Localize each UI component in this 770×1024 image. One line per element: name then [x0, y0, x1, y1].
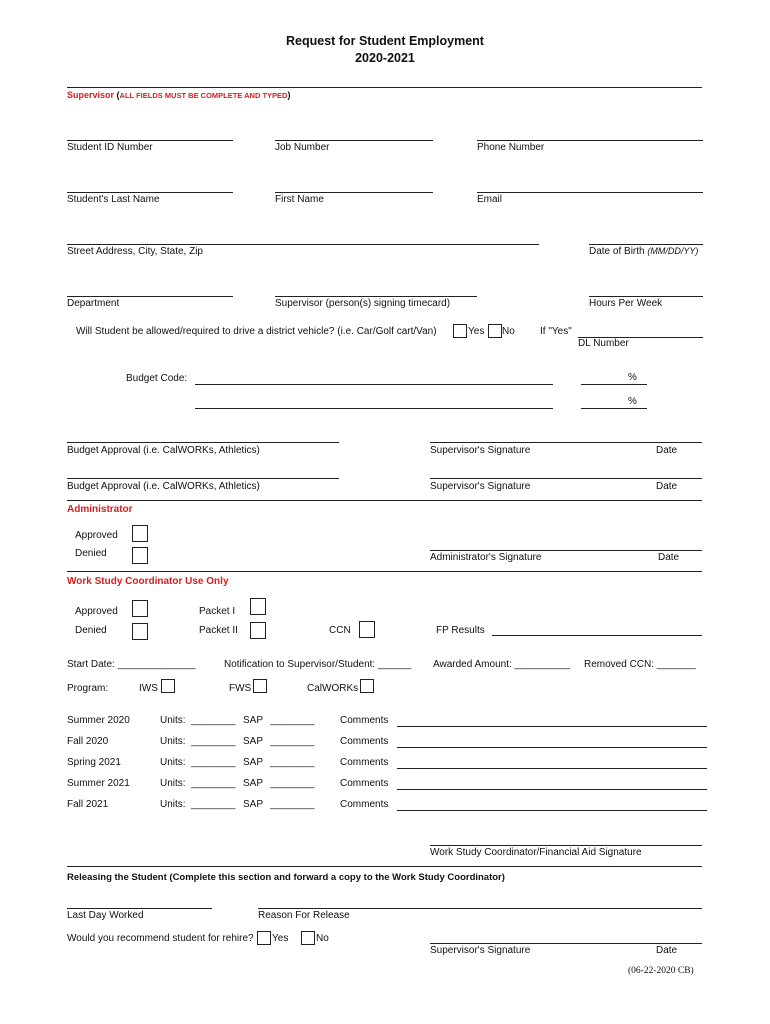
department-label: Department	[67, 298, 120, 309]
units-field[interactable]: ________	[191, 799, 236, 810]
admin-denied-checkbox[interactable]	[132, 547, 148, 564]
date-label-1: Date	[656, 445, 678, 456]
ws-approved-label: Approved	[75, 606, 118, 617]
vehicle-no-label: No	[502, 326, 515, 337]
department-field[interactable]	[67, 296, 233, 297]
units-label: Units:	[160, 715, 186, 726]
notification-field[interactable]: Notification to Supervisor/Student: ______	[224, 659, 412, 670]
iws-label: IWS	[139, 683, 158, 694]
ws-denied-label: Denied	[75, 625, 107, 636]
units-field[interactable]: ________	[191, 757, 236, 768]
packet1-label: Packet I	[199, 606, 236, 617]
calworks-label: CalWORKs	[307, 683, 359, 694]
admin-date-label: Date	[658, 552, 680, 563]
budget-approval-field-2[interactable]	[67, 478, 339, 479]
work-study-rule	[67, 571, 702, 572]
phone-number-field[interactable]	[477, 140, 703, 141]
budget-percent-2: %	[628, 396, 637, 407]
sap-label: SAP	[243, 799, 264, 810]
sap-label: SAP	[243, 778, 264, 789]
supervisor-signature-label-1: Supervisor's Signature	[430, 445, 531, 456]
sap-field[interactable]: ________	[270, 799, 315, 810]
ws-signature-label: Work Study Coordinator/Financial Aid Signature	[430, 847, 642, 858]
hours-field[interactable]	[589, 296, 703, 297]
ccn-checkbox[interactable]	[359, 621, 375, 638]
admin-signature-field[interactable]	[430, 550, 702, 551]
sap-label: SAP	[243, 715, 264, 726]
address-field[interactable]	[67, 244, 539, 245]
sap-field[interactable]: ________	[270, 757, 315, 768]
supervisor-signature-field-1[interactable]	[430, 442, 702, 443]
budget-percent-1: %	[628, 372, 637, 383]
packet1-checkbox[interactable]	[250, 598, 266, 615]
iws-checkbox[interactable]	[161, 679, 175, 693]
release-signature-label: Supervisor's Signature	[430, 945, 531, 956]
comments-field[interactable]	[397, 789, 707, 790]
term-label: Fall 2021	[67, 799, 109, 810]
packet2-checkbox[interactable]	[250, 622, 266, 639]
ws-signature-field[interactable]	[430, 845, 702, 846]
phone-number-label: Phone Number	[477, 142, 545, 153]
rehire-yes-label: Yes	[272, 933, 289, 944]
rehire-no-label: No	[316, 933, 329, 944]
supervisor-signing-label: Supervisor (person(s) signing timecard)	[275, 298, 451, 309]
comments-label: Comments	[340, 778, 389, 789]
program-label: Program:	[67, 683, 109, 694]
admin-signature-label: Administrator's Signature	[430, 552, 542, 563]
last-day-field[interactable]	[67, 908, 212, 909]
units-label: Units:	[160, 736, 186, 747]
comments-field[interactable]	[397, 747, 707, 748]
units-label: Units:	[160, 778, 186, 789]
sap-field[interactable]: ________	[270, 778, 315, 789]
header-rule	[67, 87, 702, 88]
budget-code-field-2[interactable]	[195, 408, 553, 409]
release-heading: Releasing the Student (Complete this section and forward a copy to the Work Study Coordinator)	[67, 872, 505, 883]
budget-percent-field-2[interactable]	[581, 408, 647, 409]
comments-label: Comments	[340, 799, 389, 810]
supervisor-signature-label-2: Supervisor's Signature	[430, 481, 531, 492]
sap-field[interactable]: ________	[270, 736, 315, 747]
supervisor-signing-field[interactable]	[275, 296, 477, 297]
rehire-question: Would you recommend student for rehire?	[67, 933, 254, 944]
hours-label: Hours Per Week	[589, 298, 663, 309]
term-label: Summer 2021	[67, 778, 130, 789]
form-revision-code: (06-22-2020 CB)	[628, 966, 694, 976]
units-field[interactable]: ________	[191, 736, 236, 747]
supervisor-heading: Supervisor (ALL FIELDS MUST BE COMPLETE AND TYPED)	[67, 90, 291, 100]
first-name-label: First Name	[275, 194, 324, 205]
email-label: Email	[477, 194, 503, 205]
job-number-label: Job Number	[275, 142, 330, 153]
comments-field[interactable]	[397, 768, 707, 769]
sap-label: SAP	[243, 736, 264, 747]
comments-label: Comments	[340, 757, 389, 768]
administrator-rule	[67, 500, 702, 501]
fws-checkbox[interactable]	[253, 679, 267, 693]
admin-approved-label: Approved	[75, 530, 118, 541]
budget-percent-field-1[interactable]	[581, 384, 647, 385]
administrator-heading: Administrator	[67, 504, 133, 515]
units-label: Units:	[160, 799, 186, 810]
packet2-label: Packet II	[199, 625, 238, 636]
dl-number-label: DL Number	[578, 338, 629, 349]
release-signature-field[interactable]	[430, 943, 702, 944]
page-year: 2020-2021	[355, 51, 415, 65]
vehicle-no-checkbox[interactable]	[488, 324, 502, 338]
budget-approval-field-1[interactable]	[67, 442, 339, 443]
ws-denied-checkbox[interactable]	[132, 623, 148, 640]
admin-approved-checkbox[interactable]	[132, 525, 148, 542]
start-date-field[interactable]: Start Date: ______________	[67, 659, 196, 670]
date-label-2: Date	[656, 481, 678, 492]
units-field[interactable]: ________	[191, 778, 236, 789]
student-id-label: Student ID Number	[67, 142, 153, 153]
rehire-no-checkbox[interactable]	[301, 931, 315, 945]
budget-code-label: Budget Code:	[126, 373, 188, 384]
last-name-field[interactable]	[67, 192, 233, 193]
work-study-heading: Work Study Coordinator Use Only	[67, 576, 229, 587]
units-label: Units:	[160, 757, 186, 768]
address-label: Street Address, City, State, Zip	[67, 246, 203, 257]
page-title: Request for Student Employment	[286, 34, 484, 48]
comments-label: Comments	[340, 736, 389, 747]
budget-approval-label-2: Budget Approval (i.e. CalWORKs, Athletics)	[67, 481, 260, 492]
units-field[interactable]: ________	[191, 715, 236, 726]
term-label: Summer 2020	[67, 715, 130, 726]
comments-field[interactable]	[397, 810, 707, 811]
admin-denied-label: Denied	[75, 548, 107, 559]
sap-field[interactable]: ________	[270, 715, 315, 726]
release-rule	[67, 866, 702, 867]
budget-code-field-1[interactable]	[195, 384, 553, 385]
last-name-label: Student's Last Name	[67, 194, 160, 205]
rehire-yes-checkbox[interactable]	[257, 931, 271, 945]
vehicle-question: Will Student be allowed/required to drive a district vehicle? (i.e. Car/Golf cart/Van)	[76, 326, 437, 337]
vehicle-yes-label: Yes	[468, 326, 485, 337]
term-label: Fall 2020	[67, 736, 109, 747]
last-day-label: Last Day Worked	[67, 910, 144, 921]
release-date-label: Date	[656, 945, 678, 956]
fws-label: FWS	[229, 683, 252, 694]
vehicle-yes-checkbox[interactable]	[453, 324, 467, 338]
job-number-field[interactable]	[275, 140, 433, 141]
dob-field[interactable]	[589, 244, 703, 245]
student-id-field[interactable]	[67, 140, 233, 141]
comments-label: Comments	[340, 715, 389, 726]
budget-approval-label-1: Budget Approval (i.e. CalWORKs, Athletics)	[67, 445, 260, 456]
term-label: Spring 2021	[67, 757, 121, 768]
awarded-amount-field[interactable]: Awarded Amount: __________	[433, 659, 571, 670]
reason-field[interactable]	[258, 908, 702, 909]
first-name-field[interactable]	[275, 192, 433, 193]
ws-approved-checkbox[interactable]	[132, 600, 148, 617]
reason-label: Reason For Release	[258, 910, 350, 921]
comments-field[interactable]	[397, 726, 707, 727]
ccn-label: CCN	[329, 625, 351, 636]
email-field[interactable]	[477, 192, 703, 193]
calworks-checkbox[interactable]	[360, 679, 374, 693]
if-yes-label: If "Yes"	[540, 326, 572, 337]
removed-ccn-field[interactable]: Removed CCN: _______	[584, 659, 696, 670]
dob-label: Date of Birth (MM/DD/YY)	[589, 246, 699, 257]
supervisor-signature-field-2[interactable]	[430, 478, 702, 479]
fp-results-field[interactable]	[492, 635, 702, 636]
fp-results-label: FP Results	[436, 625, 485, 636]
sap-label: SAP	[243, 757, 264, 768]
